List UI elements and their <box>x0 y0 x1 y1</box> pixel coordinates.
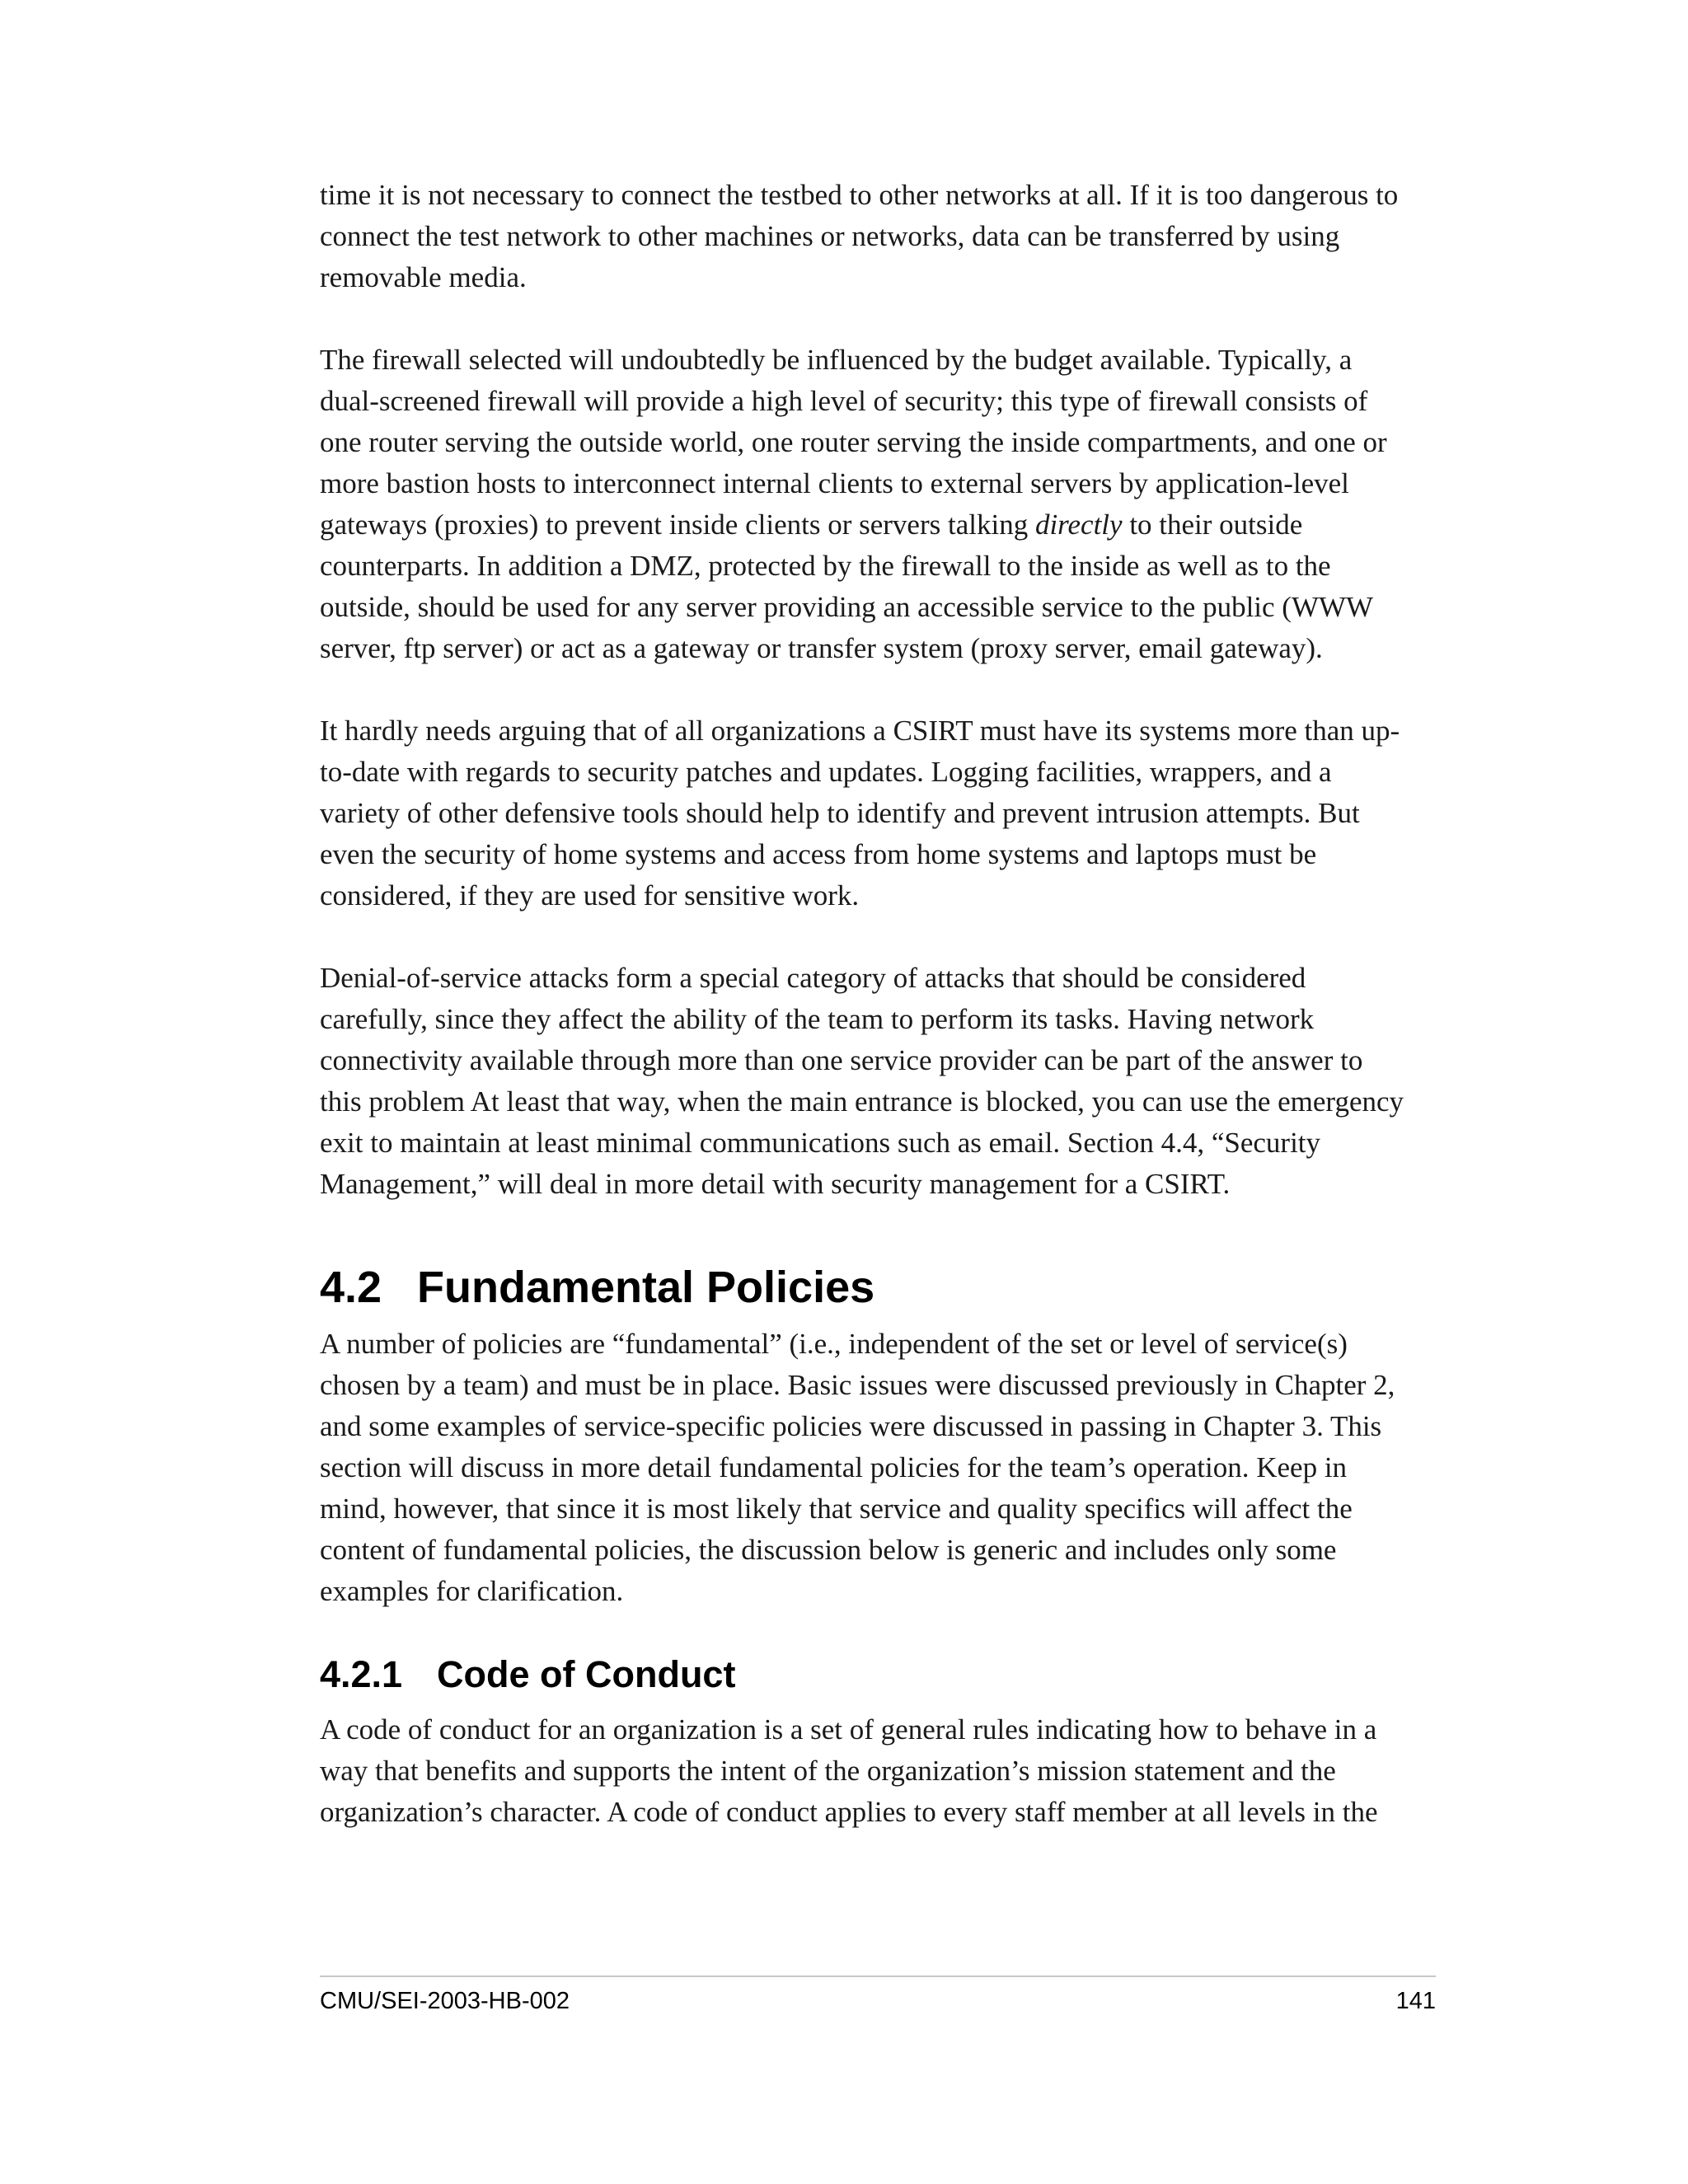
page-footer <box>320 1985 1436 2018</box>
section-title: Fundamental Policies <box>417 1263 875 1312</box>
footer-document-id: CMU/SEI-2003-HB-002 <box>320 1988 570 2014</box>
section-number: 4.2 <box>320 1263 382 1312</box>
paragraph-denial-of-service: Denial-of-service attacks form a special category of attacks that should be considered carefully, since they affect the ability of the team to perform its tasks. Having network connectivity available through more than one service provider can be part of the answer to this problem At least that way, when the main entrance is blocked, you can use the emergency exit to maintain at least minimal communications such as email. Section 4.4, “Security Management,” will deal in more detail with security management for a CSIRT. <box>320 962 1404 1200</box>
paragraph-firewall-text-2: to their outside counterparts. In addition a DMZ, protected by the firewall to the inside as well as to the outside, should be used for any server providing an accessible service to the public (WWW server, ftp server) or act as a gateway or transfer system (proxy server, email gateway). <box>320 509 1374 664</box>
subsection-number: 4.2.1 <box>320 1653 403 1695</box>
footer-divider <box>320 1975 1436 1977</box>
subsection-heading <box>320 1652 1447 1698</box>
paragraph-security-patches: It hardly needs arguing that of all organizations a CSIRT must have its systems more than up- to-date with regards to security patches and updates. Logging facilities, wrappers, and a variety of other defensive tools should help to identify and prevent intrusion attempts. But even the security of home systems and access from home systems and laptops must be considered, if they are used for sensitive work. <box>320 715 1400 912</box>
footer-page-number: 141 <box>1395 1988 1436 2014</box>
paragraph-testbed-connection: time it is not necessary to connect the testbed to other networks at all. If it is too dangerous to connect the test network to other machines or networks, data can be transferred by using removable media. <box>320 179 1399 293</box>
paragraph-fundamental-policies: A number of policies are “fundamental” (i.e., independent of the set or level of service(s) chosen by a team) and must be in place. Basic issues were discussed previously in Chapter 2, and some examples of service-specific policies were discussed in passing in Chapter 3. This section will discuss in more detail fundamental policies for the team’s operation. Keep in mind, however, that since it is most likely that service and quality specifics will affect the content of fundamental policies, the discussion below is generic and includes only some examples for clarification. <box>320 1328 1395 1607</box>
paragraph-firewall <box>320 340 1447 669</box>
subsection-title: Code of Conduct <box>437 1653 736 1695</box>
section-heading <box>320 1261 1447 1314</box>
paragraph-code-of-conduct: A code of conduct for an organization is a set of general rules indicating how to behave in a way that benefits and supports the intent of the organization’s mission statement and the organization’s character. A code of conduct applies to every staff member at all levels in the <box>320 1713 1378 1828</box>
emphasis-directly: directly <box>1034 509 1123 541</box>
page-body <box>320 175 1447 1833</box>
paragraph-firewall-text-1: The firewall selected will undoubtedly be influenced by the budget available. Typically, a dual-screened firewall will provide a high level of security; this type of firewall consists of one router serving the outside world, one router serving the inside compartments, and one or more bastion hosts to interconnect internal clients to external servers by application-level gateways (proxies) to prevent inside clients or servers talking <box>320 344 1387 541</box>
